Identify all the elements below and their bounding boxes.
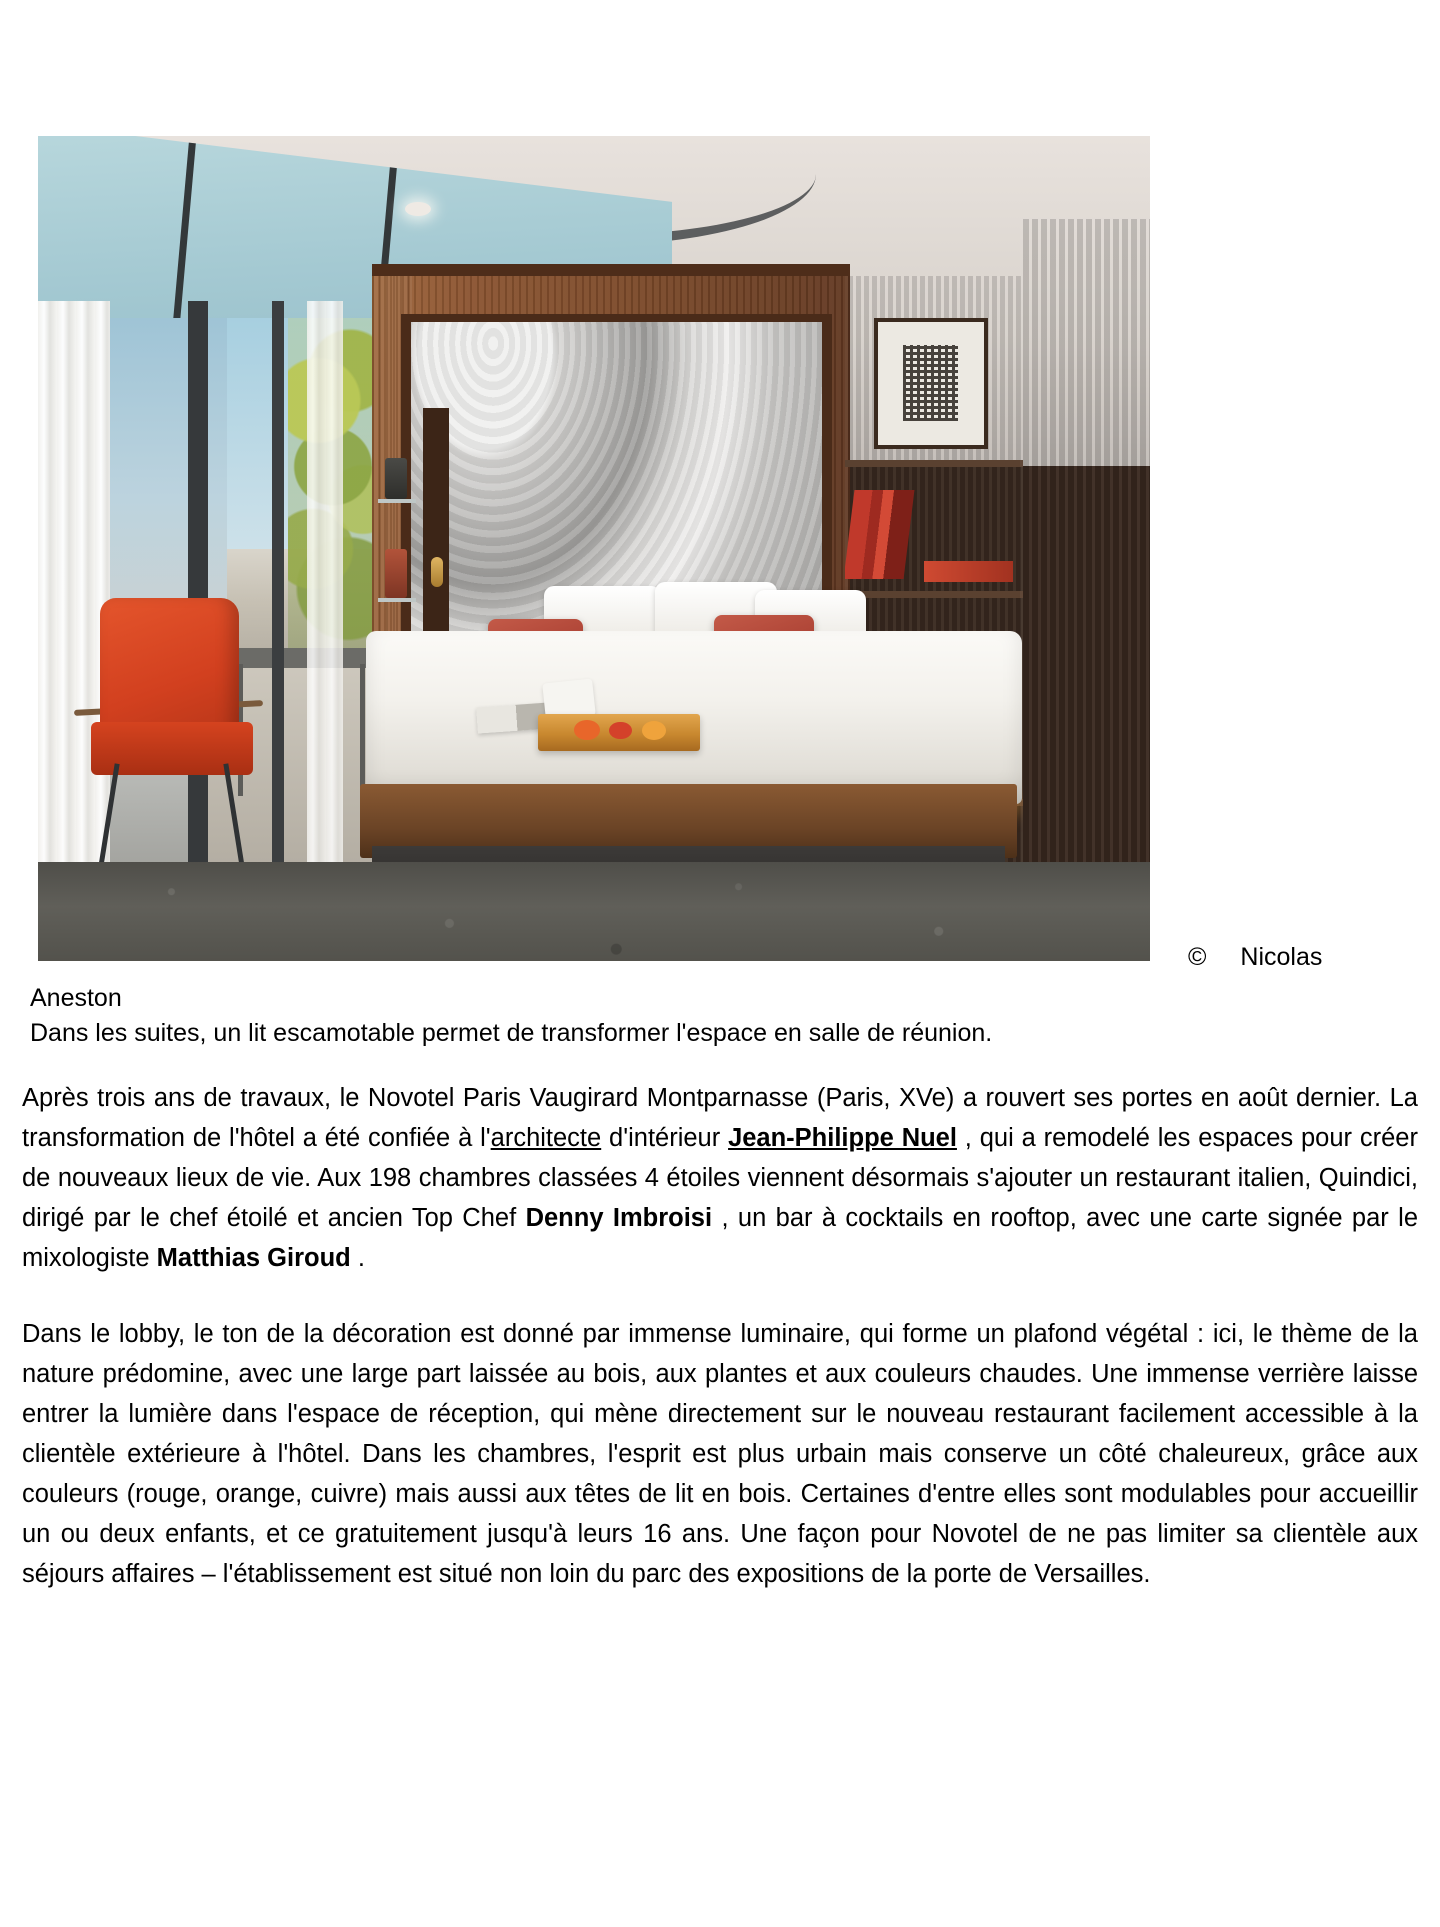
shelf-decor-object xyxy=(385,458,407,499)
tray-fruit xyxy=(574,720,600,740)
ceiling-spotlight-icon xyxy=(405,202,431,216)
framed-artwork xyxy=(874,318,988,449)
shelf-board xyxy=(845,460,1023,467)
photo-credit-row xyxy=(38,940,1440,974)
figure-caption: Dans les suites, un lit escamotable permet de transformer l'espace en salle de réunion. xyxy=(30,1019,993,1047)
tray-fruit xyxy=(609,722,632,739)
shelf-decor-object xyxy=(385,549,407,599)
right-wood-panel xyxy=(1020,219,1150,879)
article-paragraph-2: Dans le lobby, le ton de la décoration est donné par immense luminaire, qui forme un plafond végétal : ici, le thème de la nature prédomine, avec une large part laissée au bois, aux plantes et aux couleurs chaudes. Une immense verrière laisse entrer la lumière dans l'espace de réception, qui mène directement sur le nouveau restaurant facilement accessible à la clientèle extérieure à l'hôtel. Dans les chambres, l'esprit est plus urbain mais conserve un côté chaleureux, grâce aux couleurs (rouge, orange, cuivre) mais aussi aux têtes de lit en bois. Certaines d'entre elles sont modulables pour accueillir un ou deux enfants, et ce gratuitement jusqu'à leurs 16 ans. Une façon pour Novotel de ne pas limiter sa clientèle aux séjours affaires – l'établissement est situé non loin du parc des expositions de la porte de Versailles. xyxy=(22,1320,1418,1588)
photo-credit-name: Nicolas xyxy=(1240,943,1323,971)
balcony-table xyxy=(221,648,382,669)
jean-philippe-nuel-link[interactable]: Jean-Philippe Nuel xyxy=(728,1124,957,1152)
paragraph1-part4: , un bar à cocktails en rooftop, avec une carte signée par le mixologiste xyxy=(22,1204,1419,1272)
brass-handle xyxy=(431,557,443,587)
paragraph1-part2: d'intérieur xyxy=(601,1124,729,1152)
article-paragraph-1 xyxy=(22,1078,1418,1278)
denny-imbroisi-name: Denny Imbroisi xyxy=(525,1204,713,1232)
photo-credit-name-continued: Aneston xyxy=(30,984,122,1012)
hotel-room-photo xyxy=(38,136,1150,961)
red-book-flat xyxy=(924,561,1013,582)
breakfast-tray xyxy=(538,714,699,752)
wall-niche xyxy=(423,408,450,656)
copyright-icon: © xyxy=(1188,943,1207,971)
red-books xyxy=(845,490,915,579)
wall-shelf xyxy=(378,499,416,503)
matthias-giroud-name: Matthias Giroud xyxy=(156,1244,351,1272)
paragraph1-part5: . xyxy=(350,1244,365,1272)
tray-fruit xyxy=(642,721,666,740)
article-body xyxy=(22,1078,1418,1594)
photo-credit xyxy=(1188,940,1322,974)
architecte-link[interactable]: architecte xyxy=(490,1124,602,1152)
abstract-art-pattern xyxy=(903,345,958,421)
balcony-table-leg xyxy=(360,664,365,796)
paragraph1-part3: , qui a remodelé les espaces pour créer de nouveaux lieux de vie. Aux 198 chambres classées 4 étoiles viennent désormais s'ajouter un restaurant italien, Quindici, dirigé par le chef étoilé et ancien Top Chef xyxy=(22,1124,1418,1232)
shelf-board xyxy=(845,591,1023,598)
paragraph1-part1: Après trois ans de travaux, le Novotel Paris Vaugirard Montparnasse (Paris, XVe) a rouvert ses portes en août dernier. La transformation de l'hôtel a été confiée à l' xyxy=(22,1084,1418,1152)
wall-shelf xyxy=(378,598,416,602)
photo-canvas xyxy=(38,136,1150,961)
